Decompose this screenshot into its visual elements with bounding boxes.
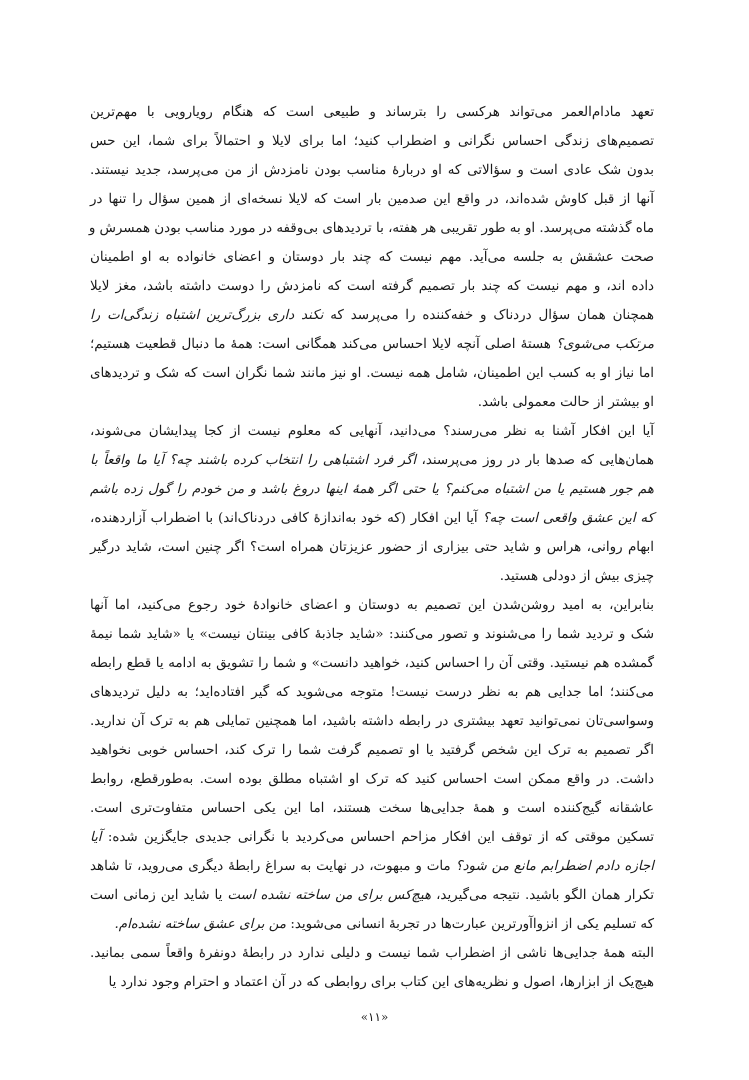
text-line: [90, 185, 670, 214]
italic-phrase: که این عشق واقعی است چه؟: [482, 511, 654, 526]
text-run: تعهد مادام‌العمر می‌تواند هرکسی را بترساند و طبیعی است که هنگام رویارویی با مهم‌ترین: [90, 105, 654, 120]
text-line: [90, 910, 670, 939]
text-run: آنها از قبل کاوش شده‌اند، در واقع این صدمین بار است که لایلا نسخه‌ای از همین سؤال را تنها در: [90, 192, 654, 207]
text-run: تکرار همان الگو باشید. نتیجه می‌گیرید،: [431, 888, 655, 903]
text-run: بنابراین، به امید روشن‌شدن این تصمیم به دوستان و اعضای خانوادهٔ خود رجوع می‌کنید، اما آنها: [90, 598, 654, 613]
text-run: داده اند، و مهم نیست که چند بار تصمیم گرفته است که نامزدش را دوست داشته باشد، مغز لایلا: [90, 279, 654, 294]
text-run: مات و مبهوت، در نهایت به سراغ رابطهٔ دیگری می‌روید، تا شاهد: [90, 859, 456, 874]
text-line: [90, 765, 670, 794]
text-run: صحت عشقش به جلسه می‌آید. مهم نیست که چند بار دوستان و اعضای خانواده به او اطمینان: [90, 250, 654, 265]
page-number: «۱۱»: [360, 1010, 389, 1024]
paragraph: [90, 939, 670, 997]
paragraph: [90, 591, 670, 939]
text-line: [90, 301, 670, 330]
text-line: [90, 649, 670, 678]
text-line: [90, 562, 670, 591]
text-run: البته همهٔ جدایی‌ها ناشی از اضطراب شما نیست و دلیلی ندارد در رابطهٔ دونفرهٔ واقعاً سمی بمانید.: [90, 946, 654, 961]
text-run: اگر تصمیم به ترک این شخص گرفتید یا او تصمیم گرفت شما را ترک کند، احساس خوبی نخواهید: [90, 743, 654, 758]
text-run: همان‌هایی که صدها بار در روز می‌پرسند،: [416, 453, 654, 468]
text-line: [90, 243, 670, 272]
text-run: تسکین موقتی که از توقف این افکار مزاحم احساس می‌کردید با نگرانی جدیدی جایگزین شده:: [101, 830, 654, 845]
italic-phrase: نکند داری بزرگ‌ترین اشتباه زندگی‌ات را: [90, 308, 324, 323]
text-run: شک و تردید شما را می‌شنوند و تصور می‌کنند: «شاید جاذبهٔ کافی بینتان نیست» یا «شاید شما نیمهٔ: [90, 627, 654, 642]
italic-phrase: هیچ‌کس برای من ساخته نشده است: [227, 888, 432, 903]
text-line: [90, 620, 670, 649]
text-line: [90, 968, 670, 997]
text-line: [90, 388, 670, 417]
text-run: هیچ‌یک از ابزارها، اصول و نظریه‌های این کتاب برای روابطی که در آن اعتماد و احترام وجود ندارد یا: [108, 975, 654, 990]
text-run: داشت. در واقع ممکن است احساس کنید که ترک او اشتباه مطلق بوده است. به‌طورقطع، روابط: [90, 772, 654, 787]
text-run: که تسلیم یکی از انزواآورترین عبارت‌ها در تجربهٔ انسانی می‌شوید:: [286, 917, 654, 932]
text-line: [90, 533, 670, 562]
text-line: [90, 359, 670, 388]
text-run: او بیشتر از حالت معمولی باشد.: [477, 395, 654, 410]
text-run: چیزی بیش از دودلی هستید.: [499, 569, 654, 584]
paragraph: [90, 98, 670, 417]
text-line: [90, 446, 670, 475]
text-run: همچنان همان سؤال دردناک و خفه‌کننده را می‌پرسد که: [323, 308, 654, 323]
text-run: وسواسی‌تان نمی‌توانید تعهد بیشتری در رابطه داشته باشید، اما همچنین تمایلی هم به ترک آن ندارید.: [90, 714, 654, 729]
italic-phrase: اگر فرد اشتباهی را انتخاب کرده باشند چه؟ آیا ما واقعاً با: [90, 453, 417, 468]
text-run: آیا این افکار آشنا به نظر می‌رسند؟ می‌دانید، آنهایی که معلوم نیست از کجا پیدایشان می‌شوند،: [90, 424, 654, 439]
text-line: [90, 794, 670, 823]
text-run: یا شاید این زمانی است: [90, 888, 228, 903]
text-line: [90, 272, 670, 301]
italic-phrase: من برای عشق ساخته نشده‌ام.: [114, 917, 287, 932]
italic-phrase: اجازه دادم اضطرابم مانع من شود؟: [455, 859, 654, 874]
text-line: [90, 939, 670, 968]
text-line: [90, 881, 670, 910]
book-page-body: [90, 98, 670, 997]
italic-phrase: آیا: [90, 830, 102, 845]
text-line: [90, 214, 670, 243]
text-line: [90, 98, 670, 127]
text-line: [90, 591, 670, 620]
italic-phrase: مرتکب می‌شوی؟: [555, 337, 654, 352]
text-run: می‌کنند؛ اما جدایی هم به نظر درست نیست! متوجه می‌شوید که گیر افتاده‌اید؛ به دلیل تردیدهای: [90, 685, 654, 700]
text-run: گمشده هم نیستید. وقتی آن را احساس کنید، خواهید دانست» و شما را تشویق به ادامه یا قطع رابطه: [90, 656, 654, 671]
text-line: [90, 823, 670, 852]
text-run: هستهٔ اصلی آنچه لایلا احساس می‌کند همگانی است: همهٔ ما دنبال قطعیت هستیم؛: [90, 337, 556, 352]
text-line: [90, 504, 670, 533]
italic-phrase: هم جور هستیم یا من اشتباه می‌کنم؟ یا حتی اگر همهٔ اینها دروغ باشد و من خودم را گول زده باشم: [90, 482, 654, 497]
text-line: [90, 736, 670, 765]
text-run: آیا این افکار (که خود به‌اندازهٔ کافی دردناک‌اند) با اضطراب آزاردهنده،: [90, 511, 483, 526]
text-run: بدون شک عادی است و سؤالاتی که او دربارهٔ مناسب بودن نامزدش از من می‌پرسد، جدید نیستند.: [90, 163, 654, 178]
text-line: [90, 678, 670, 707]
text-line: [90, 127, 670, 156]
text-line: [90, 707, 670, 736]
text-line: [90, 417, 670, 446]
paragraph: [90, 417, 670, 591]
text-run: اما نیاز او به کسب این اطمینان، شامل همه نیست. او نیز مانند شما نگران است که شک و تردیدهای: [90, 366, 654, 381]
text-run: تصمیم‌های زندگی احساس نگرانی و اضطراب کنید؛ اما برای لایلا و احتمالاً برای شما، این حس: [90, 134, 654, 149]
text-line: [90, 156, 670, 185]
text-line: [90, 475, 670, 504]
text-run: ماه گذشته می‌پرسد. او به طور تقریبی هر هفته، با تردیدهای بی‌وقفه در مورد مناسب بودن همسرش و: [88, 221, 654, 236]
text-line: [90, 852, 670, 881]
text-run: عاشقانه گیج‌کننده است و همهٔ جدایی‌ها سخت هستند، اما این یکی احساس متفاوت‌تری است.: [90, 801, 654, 816]
text-run: ابهام روانی، هراس و شاید حتی بیزاری از حضور عزیزتان همراه است؟ اگر چنین است، شاید درگیر: [90, 540, 654, 555]
text-line: [90, 330, 670, 359]
